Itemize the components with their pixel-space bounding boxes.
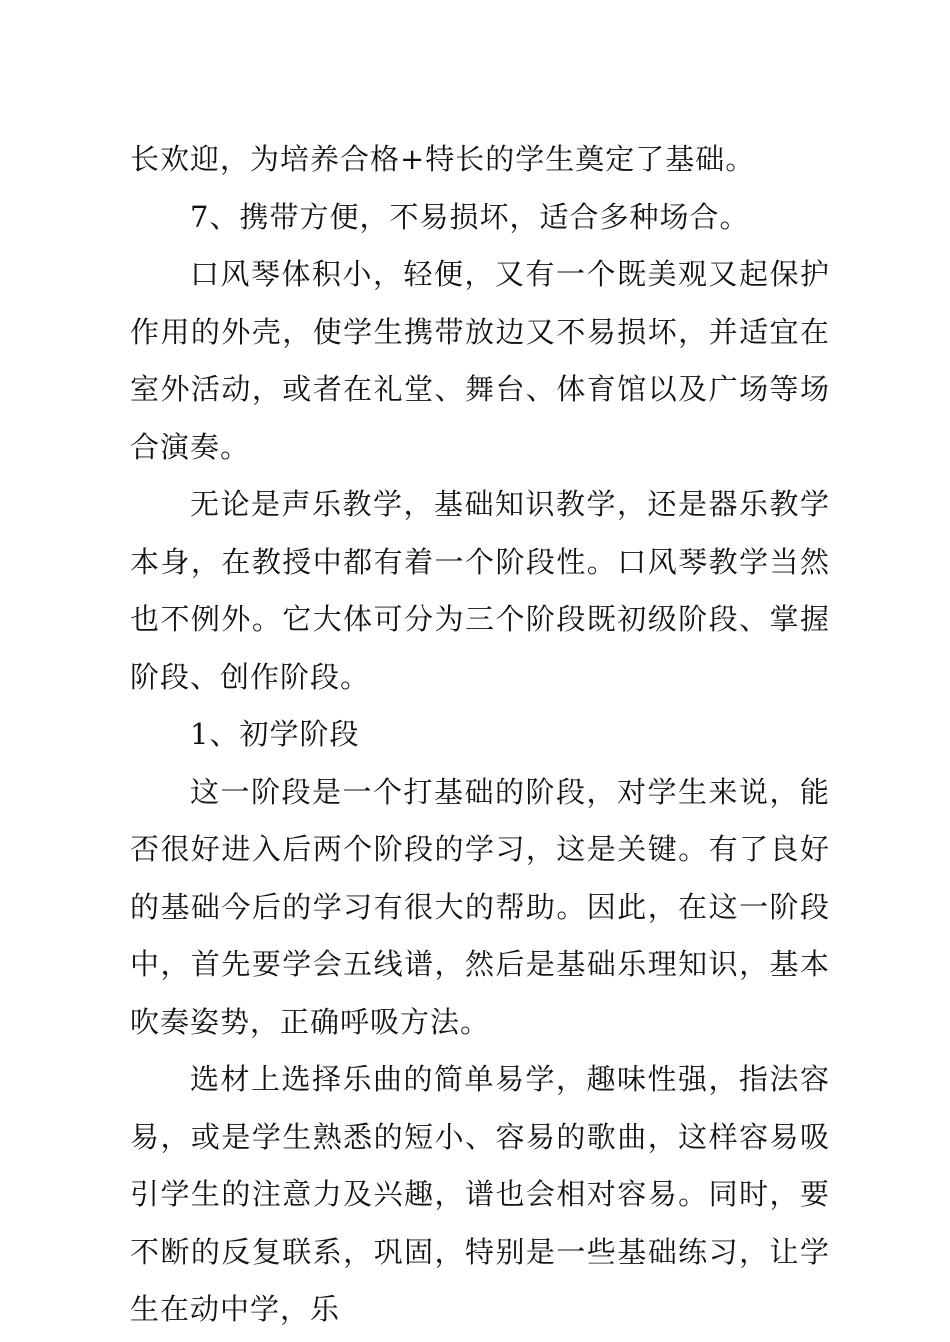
paragraph-portability: 口风琴体积小，轻便，又有一个既美观又起保护作用的外壳，使学生携带放边又不易损坏，并适宜在室外活动，或者在礼堂、舞台、体育馆以及广场等场合演奏。 [130,257,830,464]
paragraph-continuation: 长欢迎，为培养合格+特长的学生奠定了基础。 [130,142,756,176]
section-heading-beginner-stage: 1、初学阶段 [190,717,360,751]
paragraph-item-7-heading: 7、携带方便，不易损坏，适合多种场合。 [190,199,750,234]
paragraph-teaching-stages: 无论是声乐教学，基础知识教学，还是器乐教学本身，在教授中都有着一个阶段性。口风琴教学当然也不例外。它大体可分为三个阶段既初级阶段、掌握阶段、创作阶段。 [130,487,830,694]
paragraph-material-selection: 选材上选择乐曲的简单易学，趣味性强，指法容易，或是学生熟悉的短小、容易的歌曲，这样容易吸引学生的注意力及兴趣，谱也会相对容易。同时，要不断的反复联系，巩固，特别是一些基础练习，让学生在动中学，乐 [130,1062,830,1326]
paragraph-beginner-stage: 这一阶段是一个打基础的阶段，对学生来说，能否很好进入后两个阶段的学习，这是关键。有了良好的基础今后的学习有很大的帮助。因此，在这一阶段中，首先要学会五线谱，然后是基础乐理知识，基本吹奏姿势，正确呼吸方法。 [130,774,830,1039]
document-body [130,131,830,1339]
